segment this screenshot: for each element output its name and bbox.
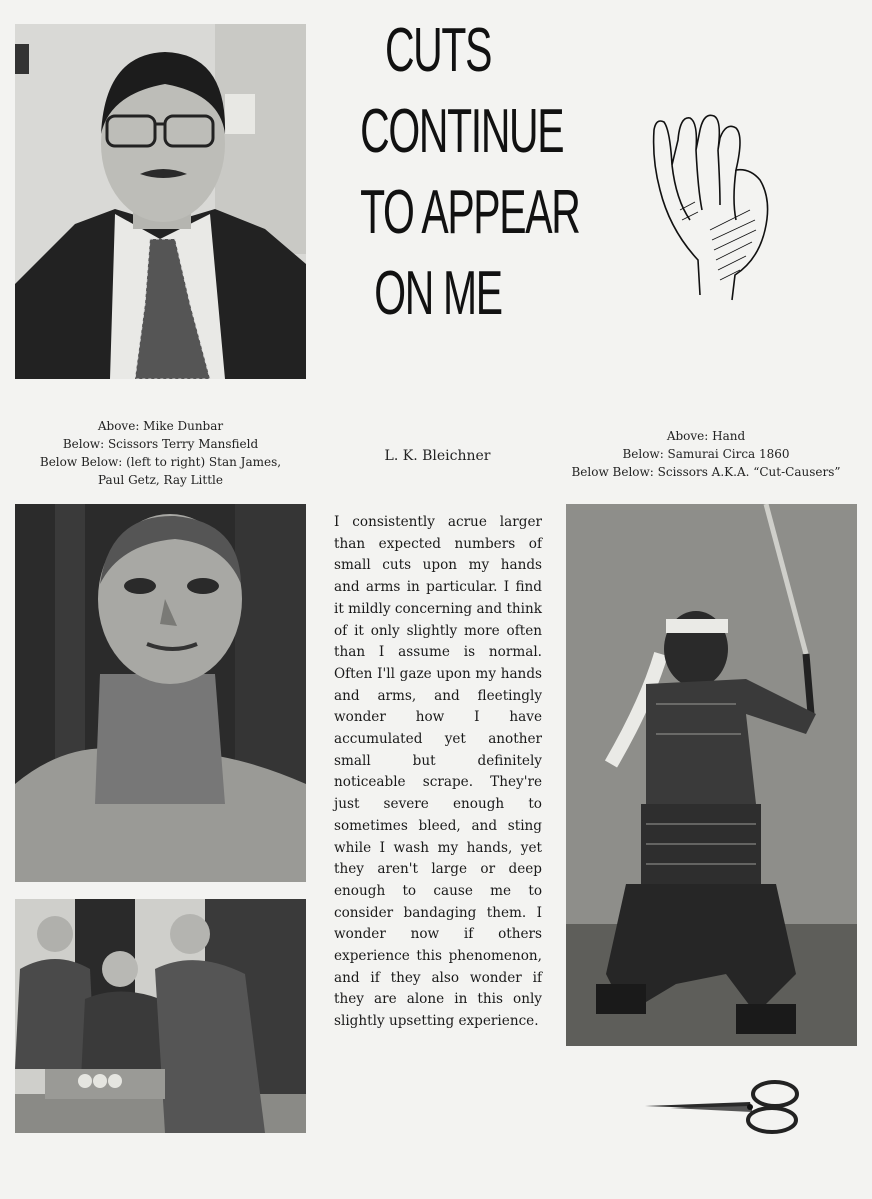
caption-line: Below: Scissors Terry Mansfield (62, 437, 259, 451)
caption-left (15, 417, 306, 489)
scissors-illustration (640, 1080, 805, 1135)
caption-line: Paul Getz, Ray Little (98, 473, 223, 487)
title-line: CONTINUE (360, 97, 564, 166)
article-title (360, 10, 580, 334)
caption-line: Below Below: (left to right) Stan James, (39, 455, 282, 469)
title-line: ON ME (374, 259, 502, 328)
dunbar-photo (15, 24, 306, 379)
author-byline: L. K. Bleichner (384, 448, 491, 464)
title-line: CUTS (384, 16, 492, 85)
caption-line: Above: Hand (666, 429, 746, 443)
caption-line: Below Below: Scissors A.K.A. “Cut-Causers” (571, 465, 841, 479)
samurai-photo (566, 504, 857, 1046)
caption-line: Below: Samurai Circa 1860 (622, 447, 790, 461)
group-photo (15, 899, 306, 1133)
title-line: TO APPEAR (360, 178, 580, 247)
hand-illustration (640, 110, 775, 305)
mansfield-photo (15, 504, 306, 882)
caption-right (566, 427, 846, 481)
article-body: I consistently acrue larger than expected numbers of small cuts upon my hands and arms in particular. I find it mildly concerning and think of it only slightly more often than I assume is normal. Often I'll gaze upon my hands and arms, and fleetingly wonder how I have accumulated yet another small but definitely noticeable scrape. They're just severe enough to sometimes bleed, and sting while I wash my hands, yet they aren't large or deep enough to cause me to consider bandaging them. I wonder now if others experience this phenomenon, and if they also wonder if they are alone in this only slightly upsetting experience. (334, 514, 542, 1030)
caption-line: Above: Mike Dunbar (97, 419, 224, 433)
